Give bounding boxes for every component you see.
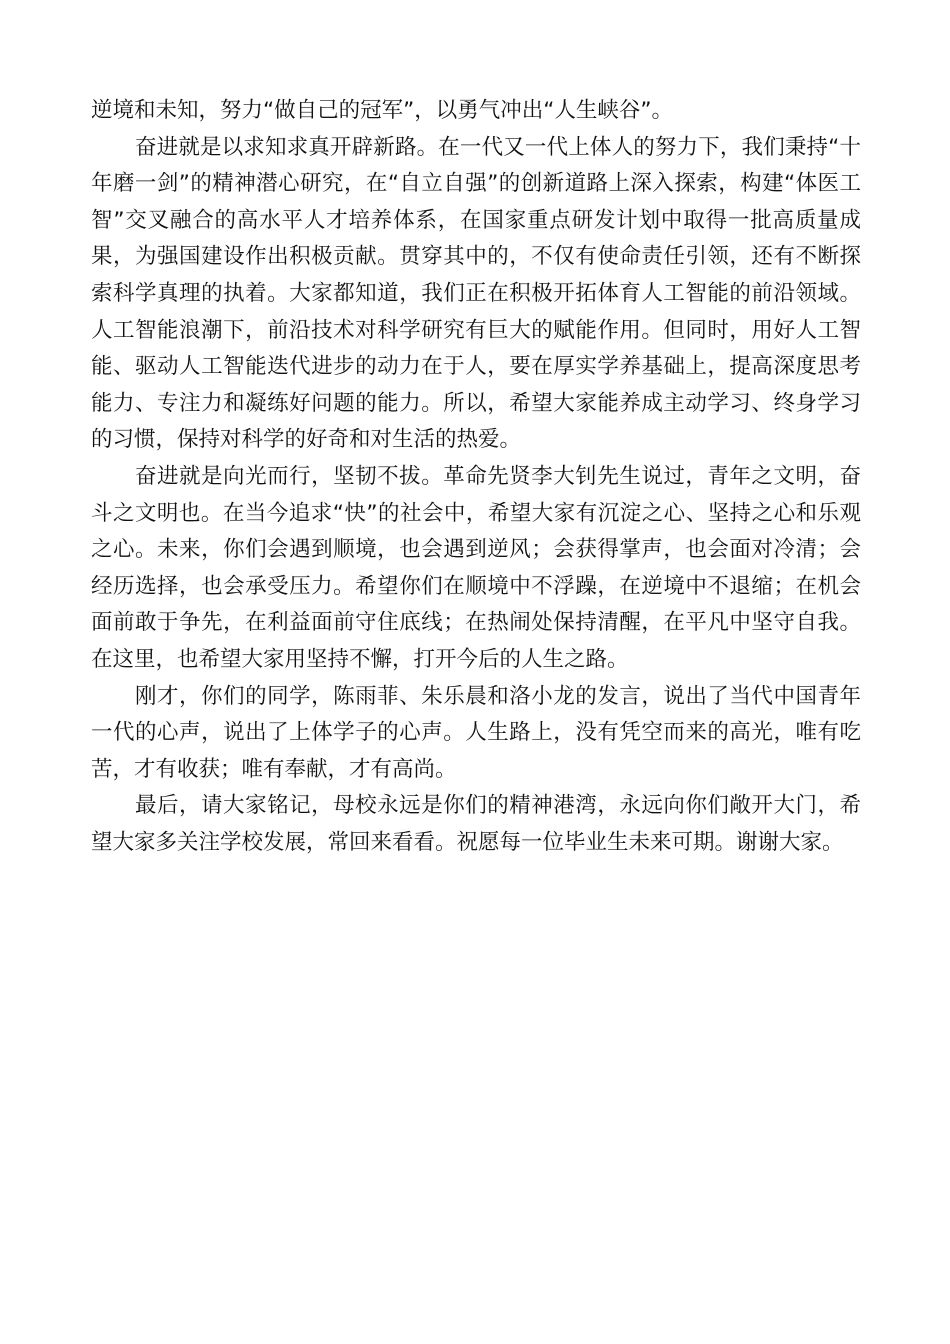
paragraph-3: 奋进就是向光而行，坚韧不拔。革命先贤李大钊先生说过，青年之文明，奋斗之文明也。在当今追求“快”的社会中，希望大家有沉淀之心、坚持之心和乐观之心。未来，你们会遇到顺境，也会遇到逆风；会获得掌声，也会面对冷清；会经历选择，也会承受压力。希望你们在顺境中不浮躁，在逆境中不退缩；在机会面前敢于争先，在利益面前守住底线；在热闹处保持清醒，在平凡中坚守自我。在这里，也希望大家用坚持不懈，打开今后的人生之路。 xyxy=(91,463,861,672)
paragraph-4: 刚才，你们的同学，陈雨菲、朱乐晨和洛小龙的发言，说出了当代中国青年一代的心声，说出了上体学子的心声。人生路上，没有凭空而来的高光，唯有吃苦，才有收获；唯有奉献，才有高尚。 xyxy=(91,683,861,782)
document-body xyxy=(91,93,861,861)
paragraph-5: 最后，请大家铭记，母校永远是你们的精神港湾，永远向你们敞开大门，希望大家多关注学校发展，常回来看看。祝愿每一位毕业生未来可期。谢谢大家。 xyxy=(91,793,861,855)
paragraph-2: 奋进就是以求知求真开辟新路。在一代又一代上体人的努力下，我们秉持“十年磨一剑”的精神潜心研究，在“自立自强”的创新道路上深入探索，构建“体医工智”交叉融合的高水平人才培养体系，在国家重点研发计划中取得一批高质量成果，为强国建设作出积极贡献。贯穿其中的，不仅有使命责任引领，还有不断探索科学真理的执着。大家都知道，我们正在积极开拓体育人工智能的前沿领域。人工智能浪潮下，前沿技术对科学研究有巨大的赋能作用。但同时，用好人工智能、驱动人工智能迭代进步的动力在于人，要在厚实学养基础上，提高深度思考能力、专注力和凝练好问题的能力。所以，希望大家能养成主动学习、终身学习的习惯，保持对科学的好奇和对生活的热爱。 xyxy=(91,134,861,453)
paragraph-1: 逆境和未知，努力“做自己的冠军”，以勇气冲出“人生峡谷”。 xyxy=(91,98,674,123)
